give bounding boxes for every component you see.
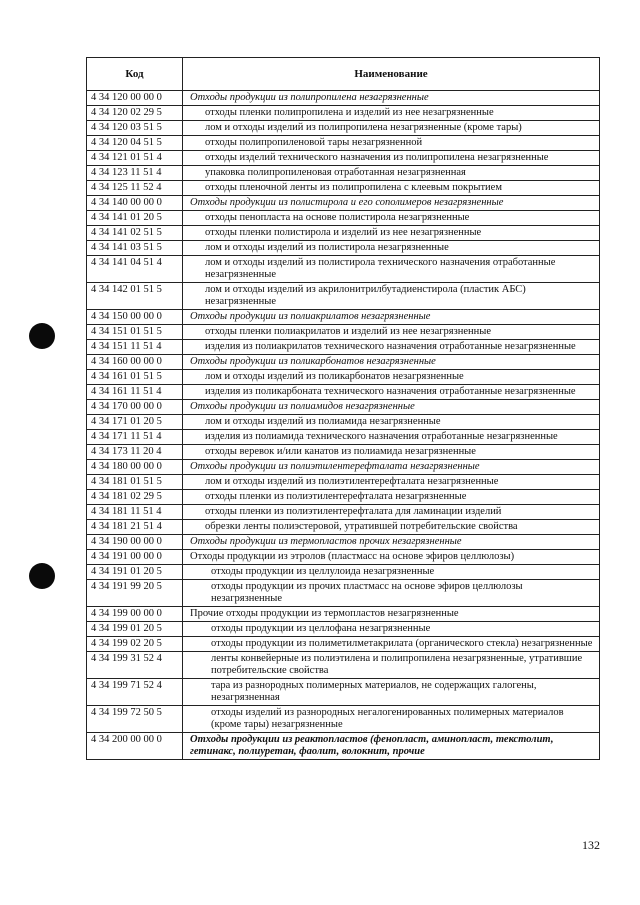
table-row (87, 340, 600, 355)
waste-name-cell: Прочие отходы продукции из термопластов незагрязненные (183, 607, 600, 622)
table-row (87, 121, 600, 136)
waste-code-cell: 4 34 151 11 51 4 (87, 340, 183, 355)
table-row (87, 370, 600, 385)
waste-name-cell: отходы пленки полистирола и изделий из нее незагрязненные (183, 226, 600, 241)
waste-name-cell: Отходы продукции из полиамидов незагрязненные (183, 400, 600, 415)
table-row (87, 430, 600, 445)
table-row (87, 355, 600, 370)
table-row (87, 400, 600, 415)
waste-code-cell: 4 34 171 11 51 4 (87, 430, 183, 445)
waste-code-cell: 4 34 200 00 00 0 (87, 733, 183, 760)
waste-name-cell: лом и отходы изделий из полипропилена незагрязненные (кроме тары) (183, 121, 600, 136)
waste-name-cell: лом и отходы изделий из полиамида незагрязненные (183, 415, 600, 430)
table-row (87, 226, 600, 241)
waste-code-cell: 4 34 150 00 00 0 (87, 310, 183, 325)
waste-name-cell: отходы продукции из полиметилметакрилата (органического стекла) незагрязненные (183, 637, 600, 652)
waste-name-cell: отходы пленки из полиэтилентерефталата незагрязненные (183, 490, 600, 505)
table-row (87, 385, 600, 400)
table-row (87, 637, 600, 652)
waste-name-cell: Отходы продукции из реактопластов (фенопласт, аминопласт, текстолит, гетинакс, полиуретан, фаолит, волокнит, прочие (183, 733, 600, 760)
waste-code-cell: 4 34 161 11 51 4 (87, 385, 183, 400)
waste-code-cell: 4 34 199 00 00 0 (87, 607, 183, 622)
table-row (87, 106, 600, 121)
table-row (87, 535, 600, 550)
waste-code-cell: 4 34 199 71 52 4 (87, 679, 183, 706)
table-row (87, 652, 600, 679)
waste-name-cell: отходы пленочной ленты из полипропилена с клеевым покрытием (183, 181, 600, 196)
table-row (87, 166, 600, 181)
waste-code-cell: 4 34 190 00 00 0 (87, 535, 183, 550)
table-row (87, 196, 600, 211)
table-row (87, 310, 600, 325)
waste-code-cell: 4 34 191 99 20 5 (87, 580, 183, 607)
waste-name-cell: изделия из полиамида технического назначения отработанные незагрязненные (183, 430, 600, 445)
page-number: 132 (582, 838, 600, 852)
table-row (87, 475, 600, 490)
waste-code-cell: 4 34 141 01 20 5 (87, 211, 183, 226)
table-row (87, 91, 600, 106)
waste-code-cell: 4 34 161 01 51 5 (87, 370, 183, 385)
table-row (87, 607, 600, 622)
table-row (87, 211, 600, 226)
waste-name-cell: лом и отходы изделий из полистирола незагрязненные (183, 241, 600, 256)
waste-code-cell: 4 34 123 11 51 4 (87, 166, 183, 181)
table-row (87, 283, 600, 310)
waste-name-cell: Отходы продукции из полистирола и его сополимеров незагрязненные (183, 196, 600, 211)
table-row (87, 550, 600, 565)
table-row (87, 520, 600, 535)
table-row (87, 679, 600, 706)
waste-name-cell: Отходы продукции из этролов (пластмасс на основе эфиров целлюлозы) (183, 550, 600, 565)
waste-name-cell: Отходы продукции из полипропилена незагрязненные (183, 91, 600, 106)
waste-name-cell: отходы веревок и/или канатов из полиамида незагрязненные (183, 445, 600, 460)
waste-code-cell: 4 34 140 00 00 0 (87, 196, 183, 211)
waste-name-cell: Отходы продукции из полиакрилатов незагрязненные (183, 310, 600, 325)
waste-code-cell: 4 34 199 01 20 5 (87, 622, 183, 637)
table-body (87, 91, 600, 760)
table-row (87, 565, 600, 580)
waste-name-cell: отходы пленки из полиэтилентерефталата для ламинации изделий (183, 505, 600, 520)
waste-name-cell: обрезки ленты полиэстеровой, утратившей потребительские свойства (183, 520, 600, 535)
table-row (87, 241, 600, 256)
waste-code-cell: 4 34 173 11 20 4 (87, 445, 183, 460)
waste-name-cell: Отходы продукции из поликарбонатов незагрязненные (183, 355, 600, 370)
waste-name-cell: отходы изделий технического назначения из полипропилена незагрязненные (183, 151, 600, 166)
waste-code-cell: 4 34 199 72 50 5 (87, 706, 183, 733)
column-header-code: Код (87, 58, 183, 91)
waste-code-cell: 4 34 125 11 52 4 (87, 181, 183, 196)
waste-code-cell: 4 34 142 01 51 5 (87, 283, 183, 310)
table-row (87, 505, 600, 520)
waste-name-cell: упаковка полипропиленовая отработанная незагрязненная (183, 166, 600, 181)
waste-code-cell: 4 34 180 00 00 0 (87, 460, 183, 475)
waste-code-cell: 4 34 181 02 29 5 (87, 490, 183, 505)
waste-name-cell: отходы полипропиленовой тары незагрязненной (183, 136, 600, 151)
waste-code-cell: 4 34 120 04 51 5 (87, 136, 183, 151)
table-row (87, 490, 600, 505)
table-row (87, 580, 600, 607)
waste-code-cell: 4 34 141 04 51 4 (87, 256, 183, 283)
waste-code-cell: 4 34 141 03 51 5 (87, 241, 183, 256)
waste-name-cell: лом и отходы изделий из поликарбонатов незагрязненные (183, 370, 600, 385)
waste-code-cell: 4 34 199 02 20 5 (87, 637, 183, 652)
waste-name-cell: отходы продукции из целлофана незагрязненные (183, 622, 600, 637)
waste-name-cell: лом и отходы изделий из полиэтилентерефталата незагрязненные (183, 475, 600, 490)
column-header-name: Наименование (183, 58, 600, 91)
waste-code-cell: 4 34 171 01 20 5 (87, 415, 183, 430)
waste-code-table (86, 57, 600, 760)
waste-code-cell: 4 34 121 01 51 4 (87, 151, 183, 166)
table-row (87, 256, 600, 283)
punch-hole-upper (29, 323, 55, 349)
table-row (87, 706, 600, 733)
waste-name-cell: отходы пленки полиакрилатов и изделий из нее незагрязненные (183, 325, 600, 340)
table-row (87, 622, 600, 637)
waste-code-cell: 4 34 181 21 51 4 (87, 520, 183, 535)
waste-code-cell: 4 34 141 02 51 5 (87, 226, 183, 241)
punch-hole-lower (29, 563, 55, 589)
waste-code-cell: 4 34 199 31 52 4 (87, 652, 183, 679)
waste-code-cell: 4 34 120 03 51 5 (87, 121, 183, 136)
waste-name-cell: отходы пленки полипропилена и изделий из нее незагрязненные (183, 106, 600, 121)
table-row (87, 136, 600, 151)
waste-name-cell: изделия из полиакрилатов технического назначения отработанные незагрязненные (183, 340, 600, 355)
table-row (87, 445, 600, 460)
waste-name-cell: отходы изделий из разнородных негалогенированных полимерных материалов (кроме тары) незагрязненные (183, 706, 600, 733)
waste-name-cell: отходы продукции из прочих пластмасс на основе эфиров целлюлозы незагрязненные (183, 580, 600, 607)
waste-name-cell: лом и отходы изделий из полистирола технического назначения отработанные незагрязненные (183, 256, 600, 283)
table-row (87, 181, 600, 196)
waste-name-cell: изделия из поликарбоната технического назначения отработанные незагрязненные (183, 385, 600, 400)
table-header-row (87, 58, 600, 91)
table-row (87, 415, 600, 430)
waste-name-cell: отходы продукции из целлулоида незагрязненные (183, 565, 600, 580)
waste-code-cell: 4 34 181 01 51 5 (87, 475, 183, 490)
waste-code-cell: 4 34 120 02 29 5 (87, 106, 183, 121)
waste-code-cell: 4 34 170 00 00 0 (87, 400, 183, 415)
waste-code-cell: 4 34 120 00 00 0 (87, 91, 183, 106)
waste-code-cell: 4 34 151 01 51 5 (87, 325, 183, 340)
waste-name-cell: ленты конвейерные из полиэтилена и полипропилена незагрязненные, утратившие потребительские свойства (183, 652, 600, 679)
waste-code-cell: 4 34 181 11 51 4 (87, 505, 183, 520)
waste-name-cell: отходы пенопласта на основе полистирола незагрязненные (183, 211, 600, 226)
waste-name-cell: Отходы продукции из термопластов прочих незагрязненные (183, 535, 600, 550)
waste-name-cell: Отходы продукции из полиэтилентерефталата незагрязненные (183, 460, 600, 475)
table-row (87, 325, 600, 340)
table-row (87, 460, 600, 475)
waste-code-cell: 4 34 160 00 00 0 (87, 355, 183, 370)
table-row (87, 151, 600, 166)
table-row (87, 733, 600, 760)
waste-code-cell: 4 34 191 01 20 5 (87, 565, 183, 580)
waste-name-cell: тара из разнородных полимерных материалов, не содержащих галогены, незагрязненная (183, 679, 600, 706)
waste-name-cell: лом и отходы изделий из акрилонитрилбутадиенстирола (пластик АБС) незагрязненные (183, 283, 600, 310)
waste-code-cell: 4 34 191 00 00 0 (87, 550, 183, 565)
